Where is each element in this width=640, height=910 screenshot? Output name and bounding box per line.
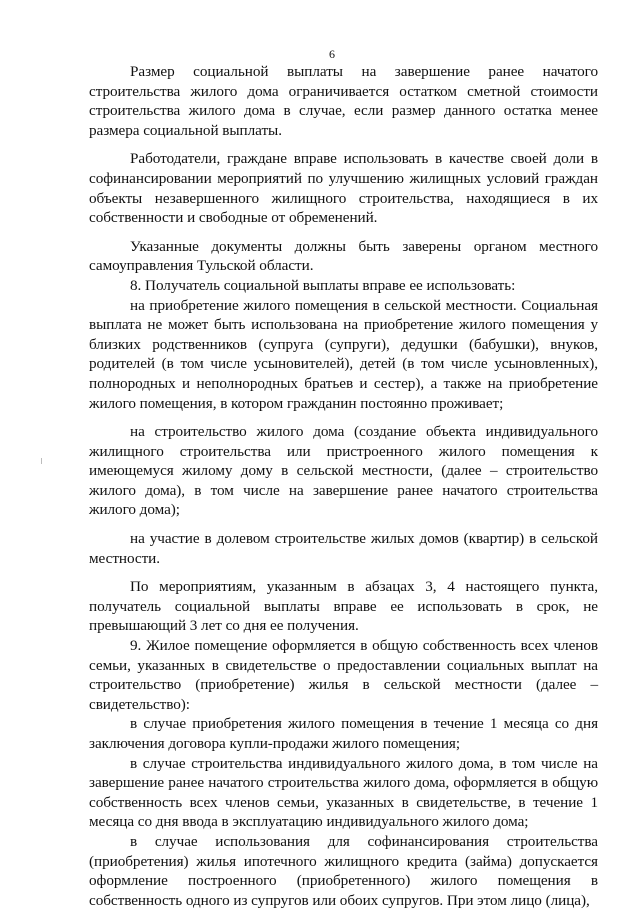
paragraph-purchase-housing: на приобретение жилого помещения в сельской местности. Социальная выплата не может быть использована на приобретение жилого помещения у близких родственников (супруга (супруги), дедушки (бабушки), внуков, родителей (в том числе усыновителей), детей (в том числе усыновленных), полнородных и неполнородных братьев и сестер), а также на приобретение жилого помещения, в котором гражданин постоянно проживает; [89, 296, 598, 412]
paragraph-construction-case: в случае строительства индивидуального жилого дома, в том числе на завершение ранее начатого строительства жилого дома, оформляется в общую собственность всех членов семьи, указанных в свидетельстве, в течение 1 месяца со дня ввода в эксплуатацию индивидуального жилого дома; [89, 754, 598, 831]
paragraph-item-9-heading: 9. Жилое помещение оформляется в общую собственность всех членов семьи, указанных в свидетельстве о предоставлении социальных выплат на строительство (приобретение) жилья в сельской местности (далее – свидетельство): [89, 637, 598, 713]
paragraph-social-payment-size: Размер социальной выплаты на завершение ранее начатого строительства жилого дома ограничивается остатком сметной стоимости строительства жилого дома в случае, если размер данного остатка менее размера социальной выплаты. [89, 63, 598, 139]
paragraph-usage-term: По мероприятиям, указанным в абзацах 3, 4 настоящего пункта, получатель социальной выплаты вправе ее использовать в срок, не превышающий 3 лет со дня ее получения. [89, 578, 598, 635]
page-number: 6 [329, 47, 335, 61]
paragraph-documents-certified: Указанные документы должны быть заверены органом местного самоуправления Тульской области. [89, 237, 598, 275]
scan-artifact-mark [41, 458, 42, 464]
paragraph-purchase-case: в случае приобретения жилого помещения в течение 1 месяца со дня заключения договора купли-продажи жилого помещения; [89, 715, 598, 752]
paragraph-mortgage-case: в случае использования для софинансирования строительства (приобретения) жилья ипотечного жилищного кредита (займа) допускается оформление построенного (приобретенного) жилого помещения в собственность одного из супругов или обоих супругов. При этом лицо (лица), [89, 832, 598, 909]
paragraph-employers-share: Работодатели, граждане вправе использовать в качестве своей доли в софинансировании мероприятий по улучшению жилищных условий граждан объекты незавершенного жилищного строительства, находящиеся в их собственности и свободные от обременений. [89, 150, 598, 227]
paragraph-item-8-heading: 8. Получатель социальной выплаты вправе ее использовать: [130, 276, 516, 294]
document-body [89, 62, 598, 910]
paragraph-shared-construction: на участие в долевом строительстве жилых домов (квартир) в сельской местности. [89, 530, 598, 567]
paragraph-house-construction: на строительство жилого дома (создание объекта индивидуального жилищного строительства или пристроенного жилого помещения к имеющемуся жилому дому в сельской местности, (далее – строительство жилого дома), в том числе на завершение ранее начатого строительства жилого дома); [89, 423, 598, 519]
